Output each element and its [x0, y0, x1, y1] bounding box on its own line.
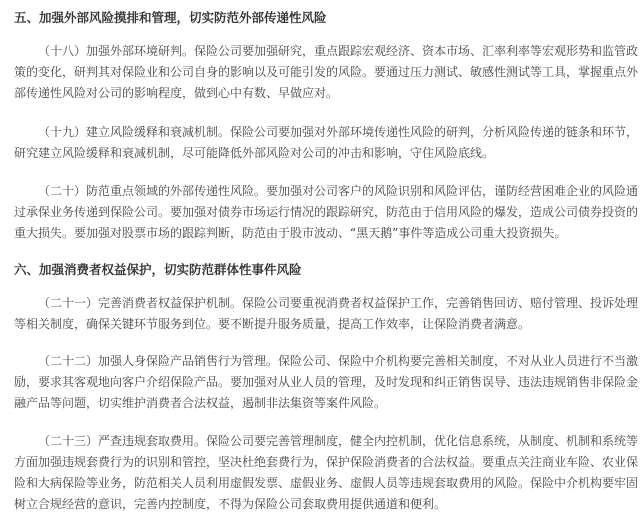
- paragraph-line: （二十二）加强人身保险产品销售行为管理。保险公司、保险中介机构要完善相关制度，不对从业人员进行不当激: [38, 354, 639, 368]
- paragraph-21: [14, 293, 639, 335]
- paragraph-line: （二十三）严查违规套取费用。保险公司要完善管理制度，健全内控机制，优化信息系统，从制度、机制和系统等: [38, 434, 639, 448]
- paragraph-line: 等相关制度，确保关键环节服务到位。要不断提升服务质量，提高工作效率，让保险消费者满意。: [14, 317, 531, 331]
- paragraph-22: [14, 351, 639, 414]
- paragraph-line: 重大损失。要加强对股票市场的跟踪判断，防范由于股市波动、“黑天鹅”事件等造成公司重大投资损失。: [14, 226, 567, 240]
- section-heading-5: 五、加强外部风险摸排和管理，切实防范外部传递性风险: [14, 10, 327, 25]
- paragraph-line: 险和大病保险等业务，防范相关人员利用虚假发票、虚假业务、虚假人员等违规套取费用的风险。保险中介机构要牢固: [14, 476, 639, 490]
- paragraph-line: （二十一）完善消费者权益保护机制。保险公司要重视消费者权益保护工作，完善销售回访、赔付管理、投诉处理: [38, 296, 639, 310]
- paragraph-line: 过承保业务传递到保险公司。要加强对债券市场运行情况的跟踪研究，防范由于信用风险的爆发，造成公司债券投资的: [14, 205, 639, 219]
- paragraph-line: 研究建立风险缓释和衰减机制，尽可能降低外部风险对公司的冲击和影响，守住风险底线。: [14, 146, 495, 160]
- paragraph-18: [14, 41, 639, 104]
- paragraph-line: （十九）建立风险缓释和衰减机制。保险公司要加强对外部环境传递性风险的研判，分析风险传递的链条和环节，: [38, 125, 639, 139]
- paragraph-20: [14, 181, 639, 244]
- paragraph-line: 融产品等问题，切实维护消费者合法权益，遏制非法集资等案件风险。: [14, 396, 387, 410]
- paragraph-line: 方面加强违规套费行为的识别和管控，坚决杜绝套费行为，保护保险消费者的合法权益。要重点关注商业车险、农业保: [14, 455, 639, 469]
- paragraph-line: 励，要求其客观地向客户介绍保险产品。要加强对从业人员的管理，及时发现和纠正销售误导、违法违规销售非保险金: [14, 375, 639, 389]
- paragraph-line: 部传递性风险对公司的影响程度，做到心中有数、早做应对。: [14, 86, 339, 100]
- paragraph-line: 树立合规经营的意识，完善内控制度，不得为保险公司套取费用提供通道和便利。: [14, 497, 447, 511]
- section-heading-6: 六、加强消费者权益保护，切实防范群体性事件风险: [14, 262, 302, 277]
- paragraph-line: （十八）加强外部环境研判。保险公司要加强研究，重点跟踪宏观经济、资本市场、汇率利率等宏观形势和监管政: [38, 44, 639, 58]
- paragraph-19: [14, 122, 639, 164]
- paragraph-23: [14, 431, 639, 515]
- paragraph-line: 策的变化，研判其对保险业和公司自身的影响以及可能引发的风险。要通过压力测试、敏感性测试等工具，掌握重点外: [14, 65, 639, 79]
- paragraph-line: （二十）防范重点领域的外部传递性风险。要加强对公司客户的风险识别和风险评估，谨防经营困难企业的风险通: [38, 184, 639, 198]
